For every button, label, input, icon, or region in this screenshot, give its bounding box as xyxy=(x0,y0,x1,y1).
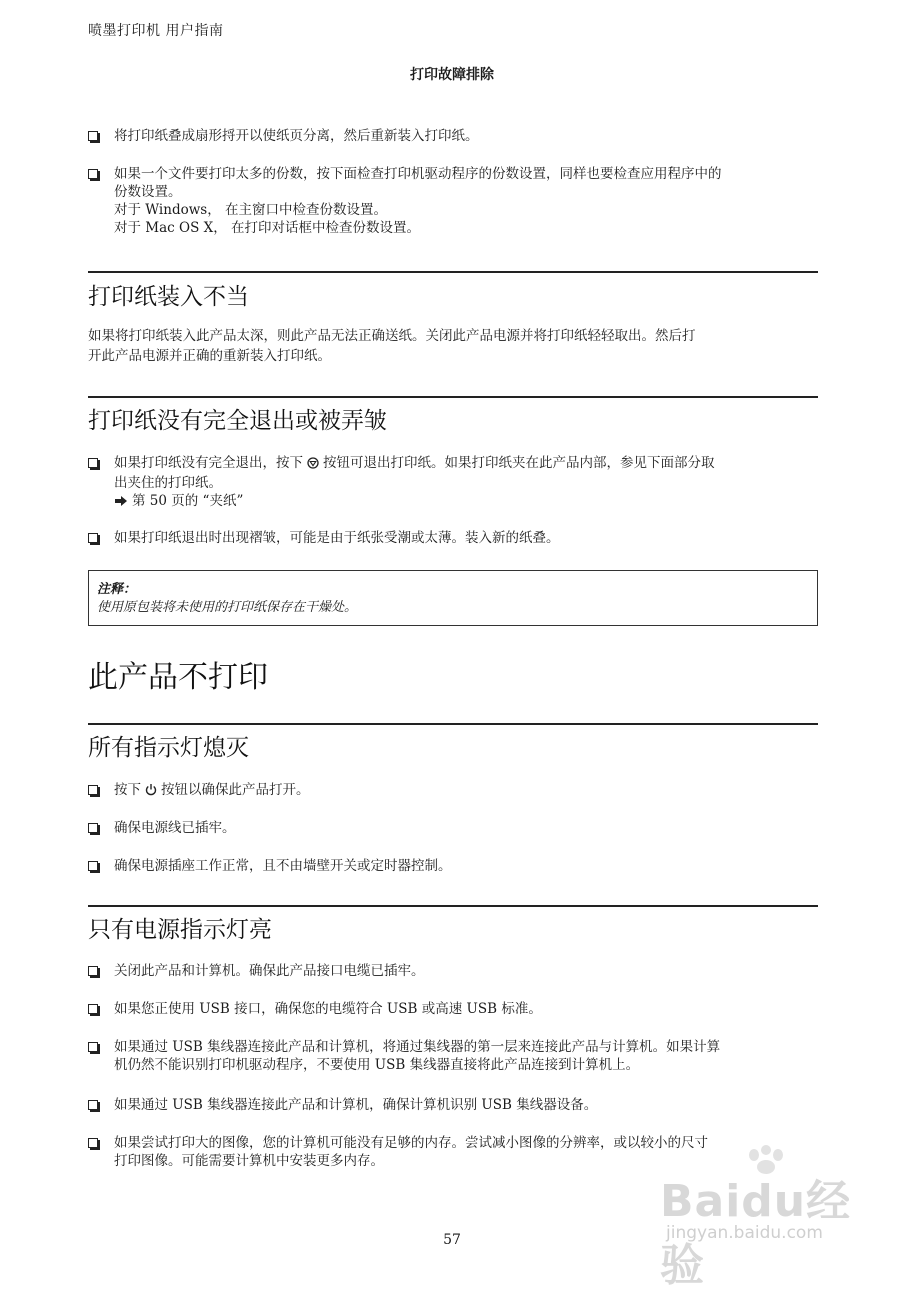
list-item-text: 确保电源线已插牢。 xyxy=(114,820,236,836)
list-item xyxy=(88,1096,818,1114)
bullet-box-icon xyxy=(88,1100,98,1110)
list-item-text: 如果尝试打印大的图像，您的计算机可能没有足够的内存。尝试减小图像的分辨率，或以较小的尺寸 xyxy=(114,1135,708,1151)
bullet-box-icon xyxy=(88,1042,98,1052)
list-item-text: 如果打印纸没有完全退出，按下 xyxy=(114,455,303,471)
page-number: 57 xyxy=(443,1232,461,1248)
body-line: 开此产品电源并正确的重新装入打印纸。 xyxy=(88,348,331,364)
list-item-text: 按钮以确保此产品打开。 xyxy=(161,782,310,798)
chapter-heading: 此产品不打印 xyxy=(88,660,268,695)
note-title: 注释： xyxy=(97,582,137,597)
stop-button-icon xyxy=(307,456,319,474)
list-item xyxy=(88,1000,818,1018)
list-item xyxy=(88,962,818,980)
list-item-text: 如果通过 USB 集线器连接此产品和计算机，确保计算机识别 USB 集线器设备。 xyxy=(114,1097,598,1113)
section-body xyxy=(88,326,808,366)
list-item xyxy=(88,781,818,801)
bullet-box-icon xyxy=(88,861,98,871)
section-heading: 只有电源指示灯亮 xyxy=(88,917,272,943)
watermark-logo: Baidu经验 xyxy=(660,1176,852,1291)
bullet-box-icon xyxy=(88,823,98,833)
document-title: 喷墨打印机 用户指南 xyxy=(88,23,224,39)
list-item-text: 如果打印纸退出时出现褶皱，可能是由于纸张受潮或太薄。装入新的纸叠。 xyxy=(114,530,560,546)
list-item-text: 如果通过 USB 集线器连接此产品和计算机，将通过集线器的第一层来连接此产品与计算机。如果计算 xyxy=(114,1039,721,1055)
list-item xyxy=(88,819,818,837)
list-item-text: 出夹住的打印纸。 xyxy=(114,475,222,491)
bullet-box-icon xyxy=(88,533,98,543)
power-button-icon xyxy=(145,783,157,801)
list-item-text: 打印图像。可能需要计算机中安装更多内存。 xyxy=(114,1153,384,1169)
note-body: 使用原包装将未使用的打印纸保存在干燥处。 xyxy=(97,600,358,615)
note-box xyxy=(88,570,818,626)
list-item-text: 如果您正使用 USB 接口，确保您的电缆符合 USB 或高速 USB 标准。 xyxy=(114,1001,542,1017)
chapter-title: 打印故障排除 xyxy=(410,67,494,83)
section-divider xyxy=(88,271,818,273)
bullet-box-icon xyxy=(88,169,98,179)
list-item xyxy=(88,454,818,512)
list-item-text: 确保电源插座工作正常，且不由墙壁开关或定时器控制。 xyxy=(114,858,452,874)
section-divider xyxy=(88,905,818,907)
section-divider xyxy=(88,723,818,725)
list-item xyxy=(88,127,818,145)
body-line: 如果将打印纸装入此产品太深，则此产品无法正确送纸。关闭此产品电源并将打印纸轻轻取出。然后打 xyxy=(88,328,696,344)
bullet-box-icon xyxy=(88,966,98,976)
list-item-text: 如果一个文件要打印太多的份数，按下面检查打印机驱动程序的份数设置，同样也要检查应用程序中的 xyxy=(114,166,722,182)
list-item-text: 按下 xyxy=(114,782,141,798)
section-heading: 打印纸装入不当 xyxy=(88,284,249,310)
list-item xyxy=(88,529,818,547)
list-item-text: 按钮可退出打印纸。如果打印纸夹在此产品内部，参见下面部分取 xyxy=(323,455,715,471)
bullet-box-icon xyxy=(88,131,98,141)
section-heading: 打印纸没有完全退出或被弄皱 xyxy=(88,408,387,434)
list-item xyxy=(88,165,818,237)
list-item xyxy=(88,857,818,875)
arrow-right-icon xyxy=(114,494,128,512)
list-item-text: 份数设置。 xyxy=(114,184,182,200)
section-divider xyxy=(88,396,818,398)
bullet-box-icon xyxy=(88,458,98,468)
bullet-box-icon xyxy=(88,1004,98,1014)
bullet-box-icon xyxy=(88,1138,98,1148)
list-item-text: 对于 Windows， 在主窗口中检查份数设置。 xyxy=(114,202,387,218)
bullet-box-icon xyxy=(88,785,98,795)
list-item-text: 关闭此产品和计算机。确保此产品接口电缆已插牢。 xyxy=(114,963,425,979)
list-item-text: 将打印纸叠成扇形捋开以使纸页分离，然后重新装入打印纸。 xyxy=(114,128,479,144)
list-item-text: 机仍然不能识别打印机驱动程序，不要使用 USB 集线器直接将此产品连接到计算机上。 xyxy=(114,1057,640,1073)
cross-reference-link[interactable]: 第 50 页的 “夹纸” xyxy=(132,493,244,509)
section-heading: 所有指示灯熄灭 xyxy=(88,735,249,761)
list-item-text: 对于 Mac OS X， 在打印对话框中检查份数设置。 xyxy=(114,220,421,236)
list-item xyxy=(88,1038,818,1074)
watermark-url: jingyan.baidu.com xyxy=(666,1223,823,1243)
